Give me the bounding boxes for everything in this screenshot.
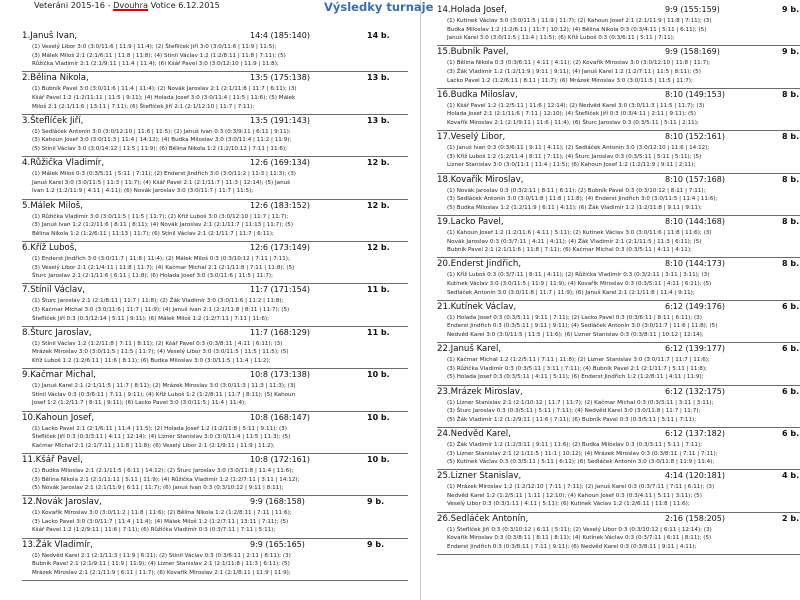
discipline-label: Dvouhra bbox=[113, 0, 148, 10]
game-results-line: Šteflíček Jiří 0:3 (0:3/3:11 | 4:11 | 12:14); (4) Lizner Stanislav 3:0 (3:0/11:4 | 11:5 | 11:3); (5) bbox=[32, 434, 291, 441]
game-results-line: Sedláček Antonín 3:0 (3:0/11:8 | 11:7 | 11:9); (6) Januš Karel 2:1 (2:1/11:8 | 11:4 | 9:11); bbox=[447, 289, 695, 296]
game-results-line: (1) Kříž Luboš 0:3 (0:3/7:11 | 8:11 | 4:11); (2) Růžička Vladimír 0:3 (0:3/2:11 | 3:11 | 3:11); (3) bbox=[447, 272, 710, 279]
player-header bbox=[437, 386, 800, 399]
player-name: 14.Holada Josef, bbox=[437, 5, 507, 15]
player-header bbox=[22, 157, 408, 170]
player-name: 21.Kutínek Václav, bbox=[437, 301, 517, 312]
player-points: 6 b. bbox=[782, 386, 800, 396]
game-results-line: (3) Žák Vladimír 1:2 (1:2/11:9 | 9:11 | 9:11); (4) Januš Karel 1:2 (1:2/7:11 | 11:5 | 8:11); (5) bbox=[447, 68, 701, 75]
player-points: 6 b. bbox=[782, 301, 800, 311]
player-entry bbox=[22, 327, 408, 369]
player-points: 12 b. bbox=[367, 242, 390, 252]
game-results-line: Nedvěd Karel 1:2 (1:2/5:11 | 1:11 | 12:10); (4) Kahoun Josef 0:3 (0:3/4:11 | 5:11 | 3:11); (5) bbox=[447, 492, 702, 499]
player-header bbox=[22, 72, 408, 85]
game-results-line: (1) Nedvěd Karel 2:1 (2:1/11:3 | 11:9 | 6:11); (2) Stínil Václav 0:3 (0:3/6:11 | 2:11 | 8:11); (3) bbox=[32, 552, 291, 559]
game-results-line: Mrázek Miroslav 3:0 (3:0/11:5 | 11:5 | 11:7); (4) Veselý Libor 3:0 (3:0/11:5 | 11:5 | 11:5); (5) bbox=[32, 349, 289, 356]
game-results-line: (3) Lizner Stanislav 2:1 (2:1/11:5 | 11:1 | 10:12); (4) Mrázek Miroslav 0:3 (0:3/8:11 | 7:11 | 7:11); bbox=[447, 450, 718, 457]
game-results-line: Veselý Libor 0:3 (0:3/1:11 | 4:11 | 5:11); (6) Kutínek Václav 1:2 (1:2/6:11 | 11:8 | 11:6); bbox=[447, 501, 690, 508]
player-score: 10:8 (168:147) bbox=[250, 412, 310, 422]
player-score: 12:6 (169:134) bbox=[250, 158, 310, 168]
game-results-line: (3) Kahoun Josef 3:0 (3:0/11:3 | 11:4 | 14:12); (4) Budka Miloslav 3:0 (3:0/11:4 | 11:2 | 11:9); bbox=[32, 137, 292, 144]
player-entry bbox=[22, 412, 408, 454]
player-games bbox=[437, 314, 800, 340]
game-results-line: Novák Jaroslav 0:3 (0:3/7:11 | 4:11 | 4:11); (4) Žák Vladimír 2:1 (2:1/11:5 | 11:3 | 6:11); (5) bbox=[447, 238, 702, 245]
game-results-line: Kšář Pavel 1:2 (1:2/11:11 | 11:5 | 9:11); (4) Holada Josef 3:0 (3:0/11:4 | 11:5 | 11:6); (5) Málek bbox=[32, 94, 296, 101]
player-entry bbox=[437, 470, 800, 512]
player-name: 15.Bubník Pavel, bbox=[437, 47, 509, 58]
player-points: 12 b. bbox=[367, 158, 390, 168]
game-results-line: Šteflíček Jiří 0:3 (0:3/12:14 | 5:11 | 9:11); (6) Málek Miloš 1:2 (1:2/7:11 | 7:11 | 11:6); bbox=[32, 315, 269, 322]
player-entry bbox=[22, 72, 408, 114]
player-entry bbox=[437, 131, 800, 173]
player-entry bbox=[437, 46, 800, 88]
player-games bbox=[22, 297, 408, 323]
game-results-line: (5) Budka Miloslav 1:2 (1:2/11:9 | 6:11 | 4:11); (6) Žák Vladimír 1:2 (1:2/11:8 | 9:11 | 9:11); bbox=[447, 204, 703, 211]
tournament-title: Veteráni 2015-16 - Dvouhra Votice 6.12.2015 bbox=[34, 0, 220, 10]
game-results-line: Januš Karel 3:0 (3:0/11:5 | 11:3 | 11:7); (4) Kšář Pavel 2:1 (2:1/11:7 | 11:3 | 12:14); (5) Januš bbox=[32, 179, 291, 186]
player-score: 8:10 (144:173) bbox=[665, 259, 725, 269]
results-heading: Výsledky turnaje bbox=[324, 0, 434, 14]
game-results-line: (1) Bubník Pavel 3:0 (3:0/11:6 | 11:4 | 11:4); (2) Novák Jaroslav 2:1 (2:1/11:8 | 11:7 | 6:11); (3) bbox=[32, 86, 297, 93]
player-header bbox=[22, 539, 408, 552]
player-entry bbox=[22, 115, 408, 157]
player-name: 13.Žák Vladimír, bbox=[22, 539, 93, 550]
player-header bbox=[22, 284, 408, 297]
player-header bbox=[22, 200, 408, 213]
game-results-line: (3) Málek Miloš 2:1 (2:1/6:11 | 11:8 | 11:8); (4) Stínil Václav 1:2 (1:2/8:11 | 11:8 | 7:11); (5) bbox=[32, 52, 286, 59]
column-divider bbox=[420, 0, 421, 600]
game-results-line: (3) Kačmar Michal 3:0 (3:0/11:6 | 11:7 | 11:9); (4) Januš Ivan 2:1 (2:1/11:8 | 8:11 | 11:7); (5) bbox=[32, 306, 290, 313]
game-results-line: Kovařík Miroslav 0:3 (0:3/8:11 | 8:11 | 8:11); (4) Kutínek Václav 0:3 (0:3/7:11 | 6:11 | 8:11); (5) bbox=[447, 535, 712, 542]
game-results-line: Šturc Jaroslav 2:1 (2:1/11:6 | 6:11 | 11:8); (6) Holada Josef 3:0 (3:0/11:6 | 11:5 | 11:7); bbox=[32, 273, 273, 280]
player-score: 2:16 (158:205) bbox=[665, 513, 725, 523]
player-points: 9 b. bbox=[367, 539, 385, 549]
game-results-line: (1) Mrázek Miroslav 1:2 (1:2/12:10 | 7:11 | 7:11); (2) Januš Karel 0:3 (0:3/7:11 | 7:11 | 6:11); (3) bbox=[447, 484, 715, 491]
game-results-line: (1) Stínil Václav 1:2 (1:2/11:8 | 7:11 | 8:11); (2) Kšář Pavel 0:3 (0:3/8:11 | 4:11 | 6:11); (3) bbox=[32, 340, 283, 347]
player-header bbox=[22, 369, 408, 382]
player-points: 11 b. bbox=[367, 327, 390, 337]
right-column bbox=[437, 0, 800, 555]
game-results-line: (1) Šturc Jaroslav 2:1 (2:1/8:11 | 11:7 | 11:8); (2) Žák Vladimír 3:0 (3:0/11:6 | 11:2 | 11:8); bbox=[32, 298, 284, 305]
player-score: 13:5 (175:138) bbox=[250, 73, 310, 83]
player-name: 10.Kahoun Josef, bbox=[22, 412, 95, 423]
player-name: 18.Kovařík Miroslav, bbox=[437, 174, 524, 185]
player-score: 9:9 (168:158) bbox=[250, 497, 305, 507]
player-games bbox=[437, 271, 800, 297]
player-score: 10:8 (173:138) bbox=[250, 370, 310, 380]
player-name: 8.Šturc Jaroslav, bbox=[22, 327, 92, 338]
player-entry bbox=[22, 539, 408, 581]
player-points: 8 b. bbox=[782, 216, 800, 226]
player-points: 9 b. bbox=[782, 47, 800, 57]
player-games bbox=[437, 399, 800, 425]
game-results-line: (3) Růžička Vladimír 0:3 (0:3/5:11 | 3:11 | 7:11); (4) Bubník Pavel 2:1 (2:1/11:7 | 5:11 | 11:8); bbox=[447, 365, 707, 372]
game-results-line: Kutínek Václav 3:0 (3:0/11:5 | 11:9 | 11:9); (4) Kovařík Miroslav 0:3 (0:3/5:11 | 4:11 | 6:11); (5) bbox=[447, 280, 712, 287]
game-results-line: Miloš 2:1 (2:1/11:6 | 13:11 | 7:11); (6) Šteflíček Jiří 2:1 (2:1/12:10 | 11:7 | 7:11); bbox=[32, 103, 255, 110]
player-games bbox=[22, 43, 408, 69]
player-entry bbox=[22, 200, 408, 242]
game-results-line: (5) Stínil Václav 3:0 (3:0/14:12 | 11:5 | 11:9); (6) Bělina Nikola 1:2 (1:2/10:12 | 7:11 | 11:6); bbox=[32, 145, 288, 152]
player-header bbox=[437, 258, 800, 271]
player-name: 7.Stínil Václav, bbox=[22, 285, 86, 296]
player-name: 20.Enderst Jindřich, bbox=[437, 259, 522, 270]
player-score: 12:6 (183:152) bbox=[250, 200, 310, 210]
game-results-line: (3) Kříž Luboš 1:2 (1:2/11:4 | 8:11 | 7:11); (4) Šturc Jaroslav 0:3 (0:3/5:11 | 5:11 | 5:11); (5) bbox=[447, 153, 702, 160]
player-score: 6:12 (137:182) bbox=[665, 428, 725, 438]
player-games bbox=[437, 187, 800, 213]
player-name: 12.Novák Jaroslav, bbox=[22, 497, 102, 508]
player-points: 8 b. bbox=[782, 259, 800, 269]
player-header bbox=[437, 301, 800, 314]
player-header bbox=[437, 470, 800, 483]
game-results-line: (1) Kšář Pavel 1:2 (1:2/5:11 | 11:6 | 12:14); (2) Nedvěd Karel 3:0 (3:0/11:3 | 11:5 | 11:7); (3) bbox=[447, 102, 705, 109]
player-score: 6:12 (149:176) bbox=[665, 301, 725, 311]
player-name: 16.Budka Miloslav, bbox=[437, 89, 518, 100]
player-entry bbox=[437, 428, 800, 470]
player-score: 4:14 (120:181) bbox=[665, 471, 725, 481]
player-games bbox=[22, 128, 408, 154]
player-name: 26.Sedláček Antonín, bbox=[437, 513, 529, 524]
player-name: 19.Lacko Pavel, bbox=[437, 216, 504, 227]
game-results-line: Kšář Pavel 1:2 (1:2/9:11 | 11:6 | 7:11); (6) Růžička Vladimír 0:3 (0:3/7:11 | 7:11 | 5:11); bbox=[32, 527, 276, 534]
player-name: 6.Kříž Luboš, bbox=[22, 242, 78, 253]
player-header bbox=[437, 131, 800, 144]
game-results-line: Enderst Jindřich 0:3 (0:3/5:11 | 9:11 | 9:11); (4) Sedláček Antonín 3:0 (3:0/11:7 | 11:6 | 11:8); (5) bbox=[447, 323, 718, 330]
game-results-line: Mrázek Miroslav 2:1 (2:1/11:9 | 6:11 | 11:7); (6) Kovařík Miroslav 2:1 (2:1/8:11 | 11:9 | 11:9); bbox=[32, 569, 291, 576]
game-results-line: (1) Novák Jaroslav 0:3 (0:3/2:11 | 8:11 | 6:11); (2) Bubník Pavel 0:3 (0:3/10:12 | 8:11 | 7:11); bbox=[447, 187, 706, 194]
player-entry bbox=[437, 301, 800, 343]
player-games bbox=[22, 382, 408, 408]
player-games bbox=[437, 17, 800, 43]
game-results-line: (1) Růžička Vladimír 3:0 (3:0/11:5 | 11:5 | 11:7); (2) Kříž Luboš 3:0 (3:0/12:10 | 11:7 | 11:7); bbox=[32, 213, 289, 220]
player-points: 6 b. bbox=[782, 344, 800, 354]
player-name: 23.Mrázek Miroslav, bbox=[437, 386, 523, 397]
game-results-line: Růžička Vladimír 2:1 (2:1/9:11 | 11:4 | 11:4); (6) Kšář Pavel 3:0 (3:0/12:10 | 11:9 | 11:8); bbox=[32, 61, 279, 68]
player-entry bbox=[22, 157, 408, 199]
player-entry bbox=[437, 343, 800, 385]
player-header bbox=[437, 216, 800, 229]
player-name: 9.Kačmar Michal, bbox=[22, 370, 96, 381]
game-results-line: (5) Novák Jaroslav 2:1 (2:1/11:9 | 6:11 | 11:7); (6) Januš Ivan 0:3 (0:3/10:12 | 9:11 | 8:11); bbox=[32, 485, 284, 492]
player-points: 14 b. bbox=[367, 31, 390, 40]
player-header bbox=[22, 454, 408, 467]
player-points: 10 b. bbox=[367, 370, 390, 380]
player-entry bbox=[437, 513, 800, 555]
game-results-line: (1) Sedláček Antonín 3:0 (3:0/12:10 | 11:6 | 11:5); (2) Januš Ivan 0:3 (0:3/9:11 | 6:11 | 9:11); bbox=[32, 128, 291, 135]
player-name: 25.Lizner Stanislav, bbox=[437, 471, 522, 482]
player-score: 10:8 (172:161) bbox=[250, 454, 310, 464]
player-score: 11:7 (168:129) bbox=[250, 327, 310, 337]
game-results-line: (3) Šturc Jaroslav 0:3 (0:3/5:11 | 5:11 | 7:11); (4) Nedvěd Karel 3:0 (3:0/11:8 | 11:7 | 11:7); bbox=[447, 408, 701, 415]
game-results-line: (1) Bělina Nikola 0:3 (0:3/6:11 | 4:11 | 4:11); (2) Kovařík Miroslav 3:0 (3:0/12:10 | 11:8 | 11:7); bbox=[447, 60, 711, 67]
player-entry bbox=[22, 369, 408, 411]
player-name: 5.Málek Miloš, bbox=[22, 200, 83, 211]
player-games bbox=[437, 356, 800, 382]
player-games bbox=[437, 59, 800, 85]
player-games bbox=[437, 144, 800, 170]
player-list-right bbox=[437, 4, 800, 555]
player-header bbox=[22, 412, 408, 425]
player-entry bbox=[22, 496, 408, 538]
player-header bbox=[437, 89, 800, 102]
player-games bbox=[437, 526, 800, 552]
game-results-line: (5) Žák Vladimír 1:2 (1:2/9:11 | 11:6 | 7:11); (6) Bubník Pavel 0:3 (0:3/5:11 | 5:11 | 7:11); bbox=[447, 416, 697, 423]
player-header bbox=[437, 428, 800, 441]
player-name: 24.Nedvěd Karel, bbox=[437, 428, 511, 439]
game-results-line: (1) Januš Ivan 0:3 (0:3/6:11 | 9:11 | 4:11); (2) Sedláček Antonín 3:0 (3:0/12:10 | 11:6 | 14:12); bbox=[447, 145, 710, 152]
player-score: 6:12 (139:177) bbox=[665, 344, 725, 354]
game-results-line: (3) Januš Ivan 1:2 (1:2/11:6 | 8:11 | 8:11); (4) Novák Jaroslav 2:1 (2:1/11:7 | 11:13 | 11:7); (5) bbox=[32, 222, 294, 229]
player-points: 10 b. bbox=[367, 412, 390, 422]
game-results-line: (1) Lacko Pavel 2:1 (2:1/6:11 | 11:4 | 11:5); (2) Holada Josef 1:2 (1:2/11:8 | 5:11 | 9:11); (3) bbox=[32, 425, 287, 432]
game-results-line: (1) Veselý Libor 3:0 (3:0/11:6 | 11:9 | 11:4); (2) Šteflíček Jiří 3:0 (3:0/11:6 | 11:9 | 11:5); bbox=[32, 44, 277, 50]
game-results-line: (3) Veselý Libor 2:1 (2:1/4:11 | 11:8 | 11:7); (4) Kačmar Michal 2:1 (2:1/11:8 | 7:11 | 11:8); (5) bbox=[32, 264, 295, 271]
game-results-line: (1) Holada Josef 0:3 (0:3/5:11 | 9:11 | 7:11); (2) Lacko Pavel 0:3 (0:3/6:11 | 8:11 | 6:11); (3) bbox=[447, 314, 702, 321]
game-results-line: (1) Kačmar Michal 1:2 (1:2/5:11 | 7:11 | 11:8); (2) Lizner Stanislav 3:0 (3:0/11:7 | 11:7 | 11:6); bbox=[447, 357, 710, 364]
player-entry bbox=[22, 30, 408, 72]
game-results-line: (1) Lizner Stanislav 2:1 (2:1/10:12 | 11:7 | 11:7); (2) Kačmar Michal 0:3 (0:3/3:11 | 3:11 | 3:11); bbox=[447, 399, 714, 406]
game-results-line: (1) Šteflíček Jiří 0:3 (0:3/10:12 | 6:11 | 5:11); (2) Veselý Libor 0:3 (0:3/10:12 | 6:11 | 12:14); (3) bbox=[447, 526, 712, 533]
player-header bbox=[437, 174, 800, 187]
game-results-line: Lacko Pavel 1:2 (1:2/6:11 | 8:11 | 11:7); (6) Mrázek Miroslav 3:0 (3:0/11:5 | 11:5 | 11:7); bbox=[447, 77, 693, 84]
game-results-line: Budka Miloslav 1:2 (1:2/6:11 | 11:7 | 10:12); (4) Bělina Nikola 0:3 (0:3/4:11 | 5:11 | 6:11); (5) bbox=[447, 26, 707, 33]
player-points: 8 b. bbox=[782, 89, 800, 99]
player-entry bbox=[437, 89, 800, 131]
player-header bbox=[437, 4, 800, 17]
game-results-line: Josef 1:2 (1:2/11:7 | 8:11 | 9:11); (6) Lacko Pavel 3:0 (3:0/11:5 | 11:4 | 11:4); bbox=[32, 400, 247, 407]
player-entry bbox=[437, 216, 800, 258]
game-results-line: (1) Kahoun Josef 1:2 (1:2/11:6 | 4:11 | 5:11); (2) Kutínek Václav 3:0 (3:0/11:6 | 11:8 | 11:6); (3) bbox=[447, 229, 712, 236]
game-results-line: Nedvěd Karel 3:0 (3:0/11:5 | 11:5 | 11:6); (6) Lizner Stanislav 0:3 (0:3/8:11 | 10:12 | 12:14); bbox=[447, 331, 704, 338]
player-games bbox=[437, 102, 800, 128]
player-header bbox=[437, 343, 800, 356]
page-header bbox=[22, 0, 434, 30]
player-header bbox=[22, 115, 408, 128]
player-points: 2 b. bbox=[782, 513, 800, 523]
game-results-line: Enderst Jindřich 0:3 (0:3/8:11 | 7:11 | 9:11); (6) Nedvěd Karel 0:3 (0:3/8:11 | 9:11 | 4:11); bbox=[447, 543, 697, 550]
player-games bbox=[22, 425, 408, 451]
player-header bbox=[22, 242, 408, 255]
game-results-line: Stínil Václav 0:3 (0:3/6:11 | 7:11 | 9:11); (4) Kříž Luboš 1:2 (1:2/8:11 | 11:7 | 8:11); (5) Kahoun bbox=[32, 391, 296, 398]
player-games bbox=[22, 255, 408, 281]
player-games bbox=[22, 552, 408, 578]
player-header bbox=[22, 496, 408, 509]
game-results-line: Holada Josef 2:1 (2:1/11:6 | 7:11 | 12:10); (4) Šteflíček Jiří 0:3 (0:3/4:11 | 2:11 | 9:11); (5) bbox=[447, 111, 696, 118]
left-column bbox=[22, 0, 434, 581]
player-points: 13 b. bbox=[367, 73, 390, 83]
player-score: 13:5 (191:143) bbox=[250, 115, 310, 125]
player-entry bbox=[437, 174, 800, 216]
player-games bbox=[22, 509, 408, 535]
player-points: 11 b. bbox=[367, 285, 390, 295]
player-entry bbox=[437, 4, 800, 46]
game-results-line: Bělina Nikola 1:2 (1:2/6:11 | 11:13 | 11:7); (6) Stínil Václav 2:1 (2:1/11:7 | 11:7 | 6:11); bbox=[32, 230, 274, 237]
player-games bbox=[437, 441, 800, 467]
player-score: 14:4 (185:140) bbox=[250, 31, 310, 40]
game-results-line: Kovařík Miroslav 2:1 (2:1/9:11 | 11:6 | 11:4); (6) Šturc Jaroslav 0:3 (0:3/5:11 | 5:11 | 2:11); bbox=[447, 119, 699, 126]
player-points: 8 b. bbox=[782, 132, 800, 142]
player-score: 8:10 (157:168) bbox=[665, 174, 725, 184]
player-score: 8:10 (144:168) bbox=[665, 216, 725, 226]
game-results-line: (5) Kutínek Václav 0:3 (0:3/5:11 | 5:11 | 6:11); (6) Sedláček Antonín 3:0 (3:0/11:8 | 11:9 | 11:4); bbox=[447, 459, 715, 466]
player-games bbox=[22, 213, 408, 239]
player-points: 9 b. bbox=[367, 497, 385, 507]
player-header bbox=[437, 46, 800, 59]
game-results-line: Kačmar Michal 2:1 (2:1/7:11 | 11:8 | 11:8); (6) Veselý Libor 2:1 (2:1/9:11 | 11:9 | 11:2); bbox=[32, 442, 275, 449]
player-games bbox=[437, 229, 800, 255]
player-list-left bbox=[22, 30, 408, 581]
player-name: 17.Veselý Libor, bbox=[437, 132, 506, 143]
game-results-line: (1) Kutínek Václav 3:0 (3:0/11:5 | 11:9 | 11:7); (2) Kahoun Josef 2:1 (2:1/11:9 | 11:8 | 7:11); (3) bbox=[447, 18, 712, 24]
player-header bbox=[437, 513, 800, 526]
player-name: 11.Kšář Pavel, bbox=[22, 454, 83, 465]
game-results-line: Lizner Stanislav 3:0 (3:0/11:1 | 11:4 | 11:5); (6) Kahoun Josef 1:2 (1:2/11:9 | 9:11 | 2:11); bbox=[447, 162, 696, 169]
game-results-line: (1) Žák Vladimír 1:2 (1:2/3:11 | 9:11 | 11:6); (2) Budka Miloslav 0:3 (0:3/3:11 | 5:11 | 7:11); bbox=[447, 441, 703, 448]
player-score: 11:7 (171:154) bbox=[250, 285, 310, 295]
player-points: 6 b. bbox=[782, 428, 800, 438]
game-results-line: (1) Enderst Jindřich 3:0 (3:0/11:7 | 11:8 | 11:4); (2) Málek Miloš 0:3 (0:3/10:12 | 7:11 | 7:11); bbox=[32, 255, 290, 262]
player-name: 1.Januš Ivan, bbox=[22, 31, 78, 41]
player-name: 3.Šteflíček Jiří, bbox=[22, 115, 84, 126]
game-results-line: Bubník Pavel 2:1 (2:1/9:11 | 11:9 | 11:9); (4) Lizner Stanislav 2:1 (2:1/11:8 | 11:3 | 6:11); (5) bbox=[32, 561, 290, 568]
player-entry bbox=[437, 258, 800, 300]
game-results-line: (3) Lacko Pavel 3:0 (3:0/11:7 | 11:4 | 11:4); (4) Málek Miloš 1:2 (1:2/7:11 | 13:11 | 7:11); (5) bbox=[32, 518, 289, 525]
player-games bbox=[22, 340, 408, 366]
player-score: 12:6 (173:149) bbox=[250, 242, 310, 252]
player-score: 8:10 (152:161) bbox=[665, 132, 725, 142]
game-results-line: (1) Budka Miloslav 2:1 (2:1/11:5 | 6:11 | 14:12); (2) Šturc Jaroslav 3:0 (3:0/11:8 | 11:4 | 11:6); bbox=[32, 467, 294, 474]
player-points: 10 b. bbox=[367, 454, 390, 464]
player-entry bbox=[22, 454, 408, 496]
game-results-line: (1) Januš Karel 2:1 (2:1/11:5 | 11:7 | 8:11); (2) Mrázek Miroslav 3:0 (3:0/11:3 | 11:3 | 11:3); (3) bbox=[32, 383, 296, 390]
player-header bbox=[22, 30, 408, 43]
player-points: 9 b. bbox=[782, 5, 800, 14]
player-games bbox=[437, 483, 800, 509]
game-results-line: Ivan 1:2 (1:2/11:9 | 4:11 | 4:11); (6) Novák Jaroslav 3:0 (3:0/11:7 | 11:7 | 11:5); bbox=[32, 188, 254, 195]
player-name: 4.Růžička Vladimír, bbox=[22, 158, 105, 169]
player-score: 9:9 (158:169) bbox=[665, 47, 720, 57]
player-score: 9:9 (155:159) bbox=[665, 5, 720, 14]
player-points: 12 b. bbox=[367, 200, 390, 210]
player-points: 4 b. bbox=[782, 471, 800, 481]
player-header bbox=[22, 327, 408, 340]
player-score: 9:9 (165:165) bbox=[250, 539, 305, 549]
player-entry bbox=[437, 386, 800, 428]
player-score: 8:10 (149:153) bbox=[665, 89, 725, 99]
game-results-line: (3) Sedláček Antonín 3:0 (3:0/11:8 | 11:8 | 11:8); (4) Enderst Jindřich 3:0 (3:0/11:5 | 11:4 | 11:6); bbox=[447, 196, 718, 203]
game-results-line: (1) Málek Miloš 0:3 (0:3/5:11 | 5:11 | 7:11); (2) Enderst Jindřich 3:0 (3:0/11:2 | 11:3 | 11:3); (3) bbox=[32, 171, 296, 178]
game-results-line: (1) Kovařík Miroslav 3:0 (3:0/11:2 | 11:8 | 11:6); (2) Bělina Nikola 1:2 (1:2/8:11 | 7:11 | 11:6); bbox=[32, 510, 292, 517]
player-games bbox=[22, 85, 408, 111]
game-results-line: (5) Holada Josef 0:3 (0:3/5:11 | 4:11 | 5:11); (6) Enderst Jindřich 1:2 (1:2/8:11 | 4:11 | 11:9); bbox=[447, 374, 704, 381]
game-results-line: Kříž Luboš 1:2 (1:2/6:11 | 11:6 | 8:11); (6) Budka Miloslav 3:0 (3:0/11:5 | 11:4 | 11:2); bbox=[32, 357, 271, 364]
player-points: 8 b. bbox=[782, 174, 800, 184]
game-results-line: (3) Bělina Nikola 2:1 (2:1/11:11 | 5:11 | 11:9); (4) Růžička Vladimír 1:2 (1:2/7:11 | 3:11 | 14:12); bbox=[32, 476, 300, 483]
game-results-line: Bubník Pavel 2:1 (2:1/11:6 | 11:8 | 7:11); (6) Kačmar Michal 0:3 (0:3/5:11 | 4:11 | 4:11); bbox=[447, 247, 692, 254]
player-points: 13 b. bbox=[367, 115, 390, 125]
player-name: 22.Januš Karel, bbox=[437, 344, 502, 355]
player-games bbox=[22, 467, 408, 493]
game-results-line: Januš Karel 3:0 (3:0/11:5 | 11:4 | 11:5); (6) Kříž Luboš 0:3 (0:3/6:11 | 5:11 | 7:11); bbox=[447, 35, 675, 42]
player-games bbox=[22, 170, 408, 196]
player-score: 6:12 (132:175) bbox=[665, 386, 725, 396]
player-entry bbox=[22, 242, 408, 284]
player-name: 2.Bělina Nikola, bbox=[22, 73, 89, 84]
player-entry bbox=[22, 284, 408, 326]
